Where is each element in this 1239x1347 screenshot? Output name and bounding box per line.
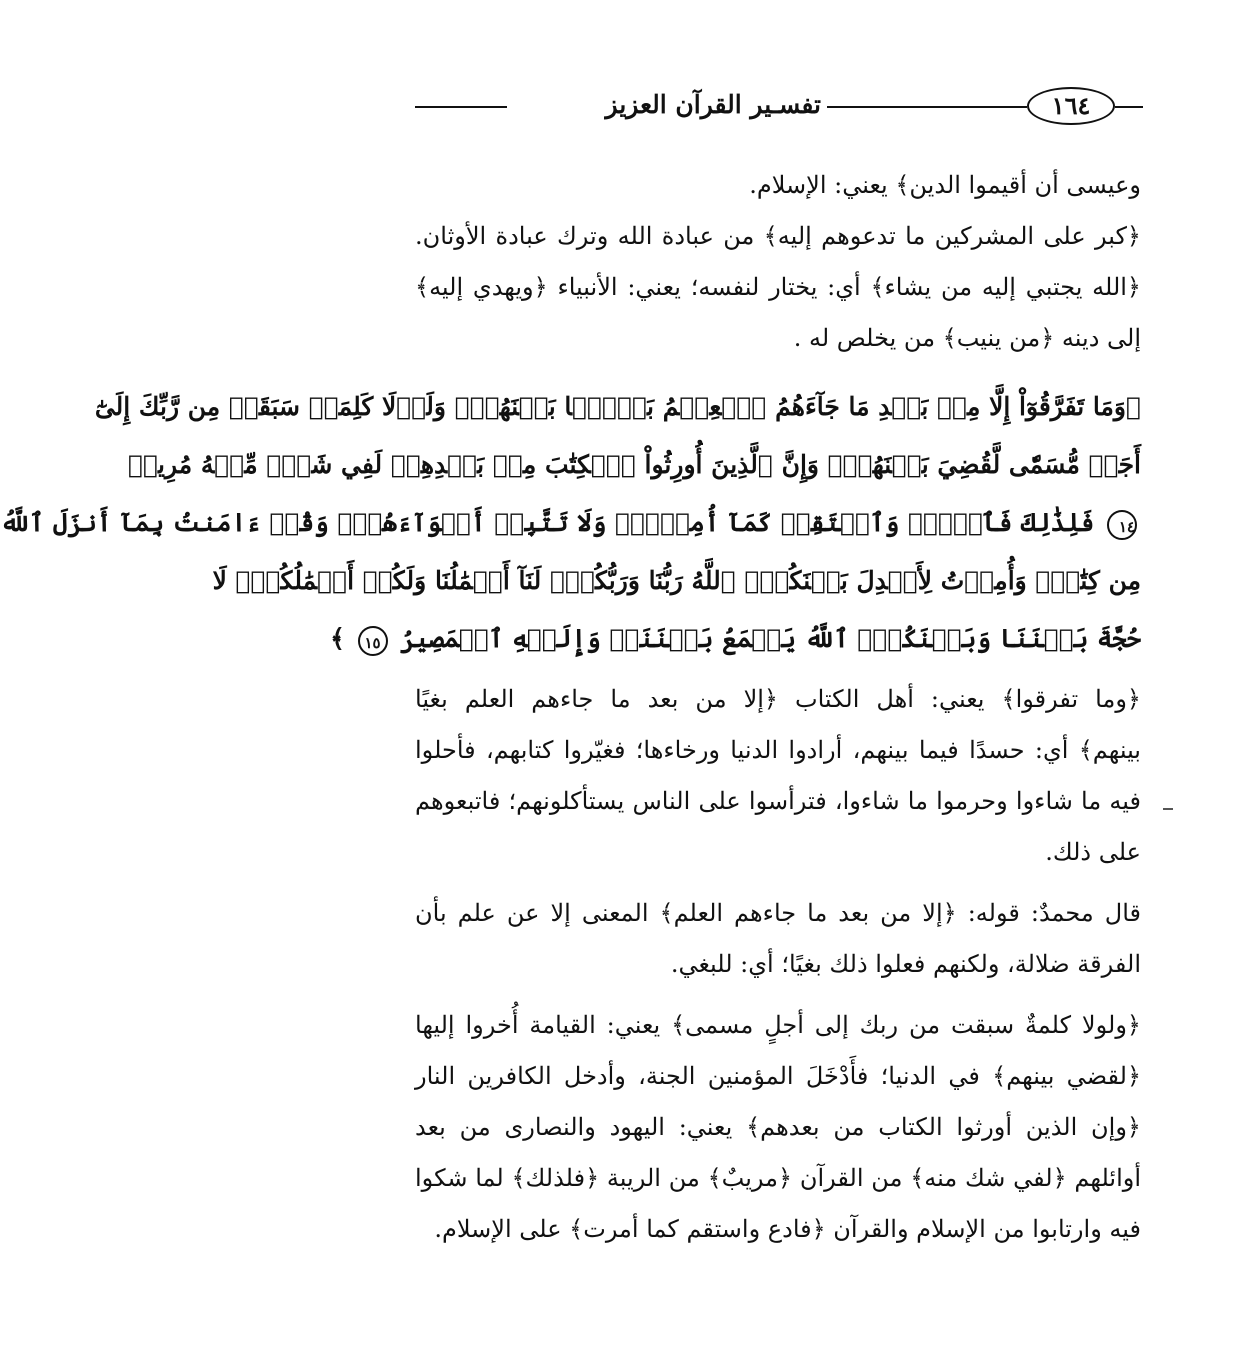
header-rule-middle: [827, 106, 1027, 108]
text-line: فيه ما شاءوا وحرموا ما شاءوا، فترأسوا على الناس يستأكلونهم؛ فاتبعوهم: [415, 787, 1141, 815]
verse-line-text: حُجَّةَ بَيۡنَنَا وَبَيۡنَكُمُۖ ٱللَّهُ يَجۡمَعُ بَيۡنَنَاۖ وَإِلَيۡهِ ٱلۡمَصِيرُ: [400, 624, 1141, 653]
text-line: قال محمدٌ: قوله: ﴿إلا من بعد ما جاءهم العلم﴾ المعنى إلا عن علم بأن: [415, 899, 1141, 927]
text-line: ﴿وما تفرقوا﴾ يعني: أهل الكتاب ﴿إلا من بعد ما جاءهم العلم بغيًا: [415, 685, 1141, 713]
paragraph-1: [415, 160, 1141, 211]
text-line: ﴿كبر على المشركين ما تدعوهم إليه﴾ من عبادة الله وترك عبادة الأوثان.: [415, 222, 1141, 250]
text-line: فيه وارتابوا من الإسلام والقرآن ﴿فادع واستقم كما أمرت﴾ على الإسلام.: [434, 1215, 1141, 1243]
verse-line-with-ayah-15: [330, 610, 1141, 668]
text-line: ﴿وإن الذين أورثوا الكتاب من بعدهم﴾ يعني: اليهود والنصارى من بعد: [415, 1113, 1141, 1141]
text-line: ﴿ولولا كلمةٌ سبقت من ربك إلى أجلٍ مسمى﴾ يعني: القيامة أُخروا إليها: [415, 1011, 1141, 1039]
commentary-3: [415, 1000, 1141, 1255]
paragraph-2: [415, 211, 1141, 262]
text-line: على ذلك.: [1045, 838, 1141, 866]
verse-line-text: فَلِذَٰلِكَ فَٱدۡعُۖ وَٱسۡتَقِمۡ كَمَآ أُمِرۡتَۖ وَلَا تَتَّبِعۡ أَهۡوَآءَهُمۡۖ وَقُلۡ ءَامَنتُ بِمَآ أَنزَلَ ٱللَّهُ: [0, 508, 1095, 537]
text-line: إلى دينه ﴿من ينيب﴾ من يخلص له .: [793, 324, 1141, 352]
verse-line: مِن كِتَٰبٖۖ وَأُمِرۡتُ لِأَعۡدِلَ بَيۡنَكُمُۖ ٱللَّهُ رَبُّنَا وَرَبُّكُمۡۖ لَنَآ أَعۡمَٰلُنَا وَلَكُمۡ أَعۡمَٰلُكُمۡۖ لَا: [212, 566, 1141, 595]
page-header: [403, 82, 1143, 132]
paragraph-gap: [415, 990, 1141, 1000]
paragraph-gap: [415, 878, 1141, 888]
page-number: ١٦٤: [1051, 91, 1091, 120]
text-line: وعيسى أن أقيموا الدين﴾ يعني: الإسلام.: [749, 171, 1141, 199]
verse-line-with-ayah-14: [0, 494, 1141, 552]
text-line: أوائلهم ﴿لفي شك منه﴾ من القرآن ﴿مريبٌ﴾ من الريبة ﴿فلذلك﴾ لما شكوا: [415, 1164, 1141, 1192]
verse-line: ﴿وَمَا تَفَرَّقُوٓاْ إِلَّا مِنۢ بَعۡدِ مَا جَآءَهُمُ ٱلۡعِلۡمُ بَغۡيَۢا بَيۡنَهُمۡۚ وَلَوۡلَا كَلِمَةٞ سَبَقَتۡ مِن رَّبِّكَ إِلَىٰٓ: [94, 392, 1141, 421]
commentary-2: [415, 888, 1141, 990]
book-title: تفسـير القرآن العزيز: [605, 90, 821, 119]
verse-line: أَجَلٖ مُّسَمّٗى لَّقُضِيَ بَيۡنَهُمۡۚ وَإِنَّ ٱلَّذِينَ أُورِثُواْ ٱلۡكِتَٰبَ مِنۢ بَعۡدِهِمۡ لَفِي شَكّٖ مِّنۡهُ مُرِيبٖ: [128, 450, 1141, 479]
text-line: ﴿الله يجتبي إليه من يشاء﴾ أي: يختار لنفسه؛ يعني: الأنبياء ﴿ويهدي إليه﴾: [415, 273, 1141, 301]
commentary-1: [415, 674, 1141, 878]
text-line: بينهم﴾ أي: حسدًا فيما بينهم، أرادوا الدنيا ورخاءها؛ فغيّروا كتابهم، فأحلوا: [415, 736, 1141, 764]
header-rule-right: [1115, 106, 1143, 108]
page-number-badge: [1027, 87, 1115, 125]
closing-bracket: ﴾: [330, 624, 345, 653]
ayah-number-14: ١٤: [1107, 510, 1137, 540]
page-content: [0, 160, 1141, 1255]
text-line: الفرقة ضلالة، ولكنهم فعلوا ذلك بغيًا؛ أي: للبغي.: [670, 950, 1141, 978]
header-rule-left: [415, 106, 507, 108]
ayah-number-15: ١٥: [358, 626, 388, 656]
text-line: ﴿لقضي بينهم﴾ في الدنيا؛ فأَدْخَلَ المؤمنين الجنة، وأدخل الكافرين النار: [415, 1062, 1141, 1090]
quran-verse-block: [0, 378, 1141, 668]
paragraph-3: [415, 262, 1141, 364]
margin-mark: [1163, 808, 1173, 810]
